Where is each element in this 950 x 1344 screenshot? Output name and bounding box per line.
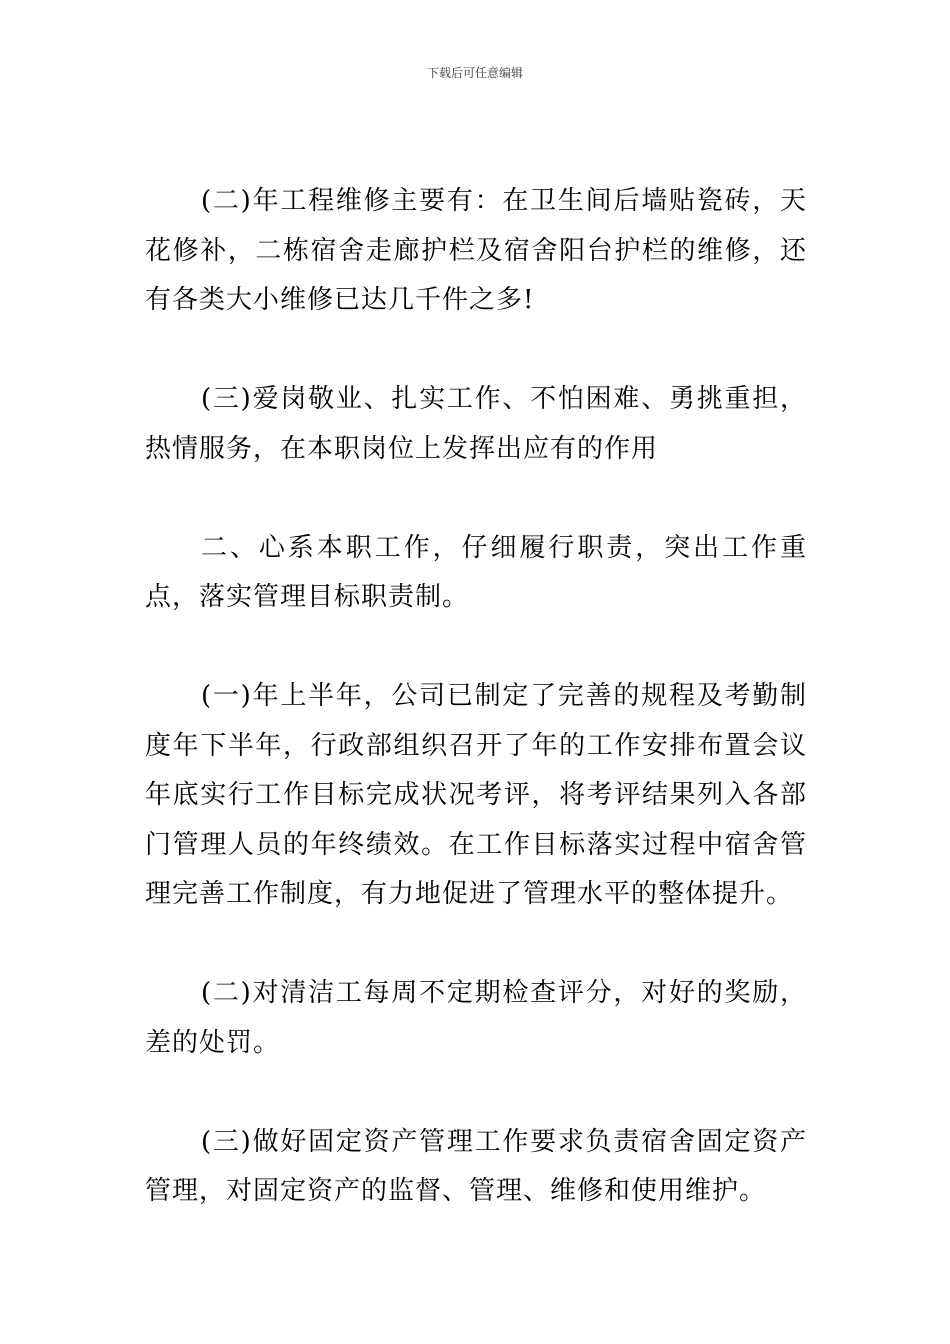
paragraph-spacer [145,326,807,376]
paragraph-fixed-assets: (三)做好固定资产管理工作要求负责宿舍固定资产管理，对固定资产的监督、管理、维修和使用维护。 [145,1126,807,1206]
paragraph-spacer [145,920,807,970]
paragraph-dedication: (三)爱岗敬业、扎实工作、不怕困难、勇挑重担，热情服务，在本职岗位上发挥出应有的作用 [145,384,807,464]
paragraph-maintenance-work: (二)年工程维修主要有：在卫生间后墙贴瓷砖，天花修补，二栋宿舍走廊护栏及宿舍阳台护栏的维修，还有各类大小维修已达几千件之多! [145,186,807,315]
paragraph-cleaner-inspection: (二)对清洁工每周不定期检查评分，对好的奖励，差的处罚。 [145,978,807,1058]
document-body [145,177,807,1217]
paragraph-spacer [145,474,807,524]
page-header-note: 下载后可任意编辑 [426,66,523,80]
paragraph-spacer [145,623,807,673]
section-heading-responsibilities: 二、心系本职工作，仔细履行职责，突出工作重点，落实管理目标职责制。 [145,532,807,612]
paragraph-rules-and-assessment: (一)年上半年，公司已制定了完善的规程及考勤制度年下半年，行政部组织召开了年的工作安排布置会议年底实行工作目标完成状况考评，将考评结果列入各部门管理人员的年终绩效。在工作目标落实过程中宿舍管理完善工作制度，有力地促进了管理水平的整体提升。 [145,681,807,909]
paragraph-spacer [145,1068,807,1118]
